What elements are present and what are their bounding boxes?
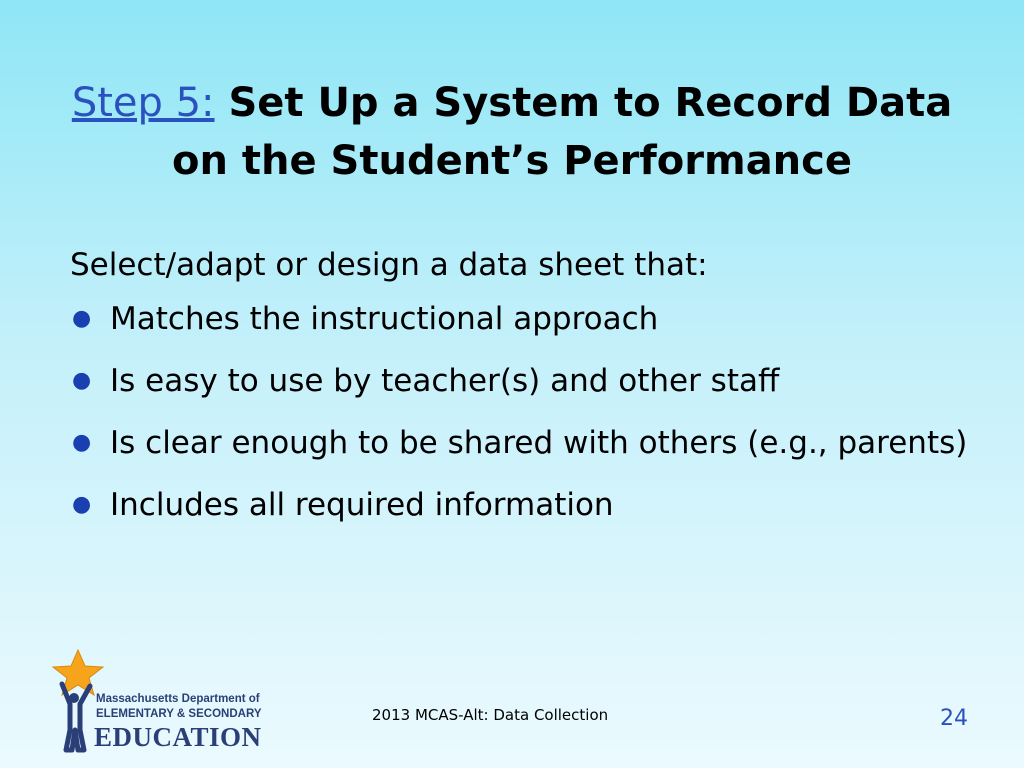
bullet-item xyxy=(70,416,970,470)
slide-title-text: Set Up a System to Record Data on the Student’s Performance xyxy=(172,80,953,184)
page-number: 24 xyxy=(940,706,968,731)
logo-line-1: Massachusetts Department of xyxy=(96,693,260,705)
logo-line-2: ELEMENTARY & SECONDARY xyxy=(96,708,262,720)
bullet-text: Matches the instructional approach xyxy=(110,301,659,337)
footer-text: 2013 MCAS-Alt: Data Collection xyxy=(372,706,609,724)
bullet-item xyxy=(70,354,970,408)
slide-body xyxy=(70,238,970,540)
bullet-icon: ● xyxy=(72,492,92,517)
bullet-item xyxy=(70,292,970,346)
dese-logo xyxy=(48,648,263,756)
step-link[interactable]: Step 5: xyxy=(71,80,215,126)
bullet-list xyxy=(70,292,970,532)
slide-title xyxy=(40,74,984,190)
bullet-icon: ● xyxy=(72,368,92,393)
bullet-text: Is easy to use by teacher(s) and other staff xyxy=(110,363,780,399)
logo-line-3: EDUCATION xyxy=(94,722,262,752)
bullet-icon: ● xyxy=(72,430,92,455)
bullet-item xyxy=(70,478,970,532)
bullet-icon: ● xyxy=(72,306,92,331)
intro-text: Select/adapt or design a data sheet that: xyxy=(70,247,708,283)
bullet-text: Includes all required information xyxy=(110,487,614,523)
bullet-text: Is clear enough to be shared with others (e.g., parents) xyxy=(110,425,968,461)
